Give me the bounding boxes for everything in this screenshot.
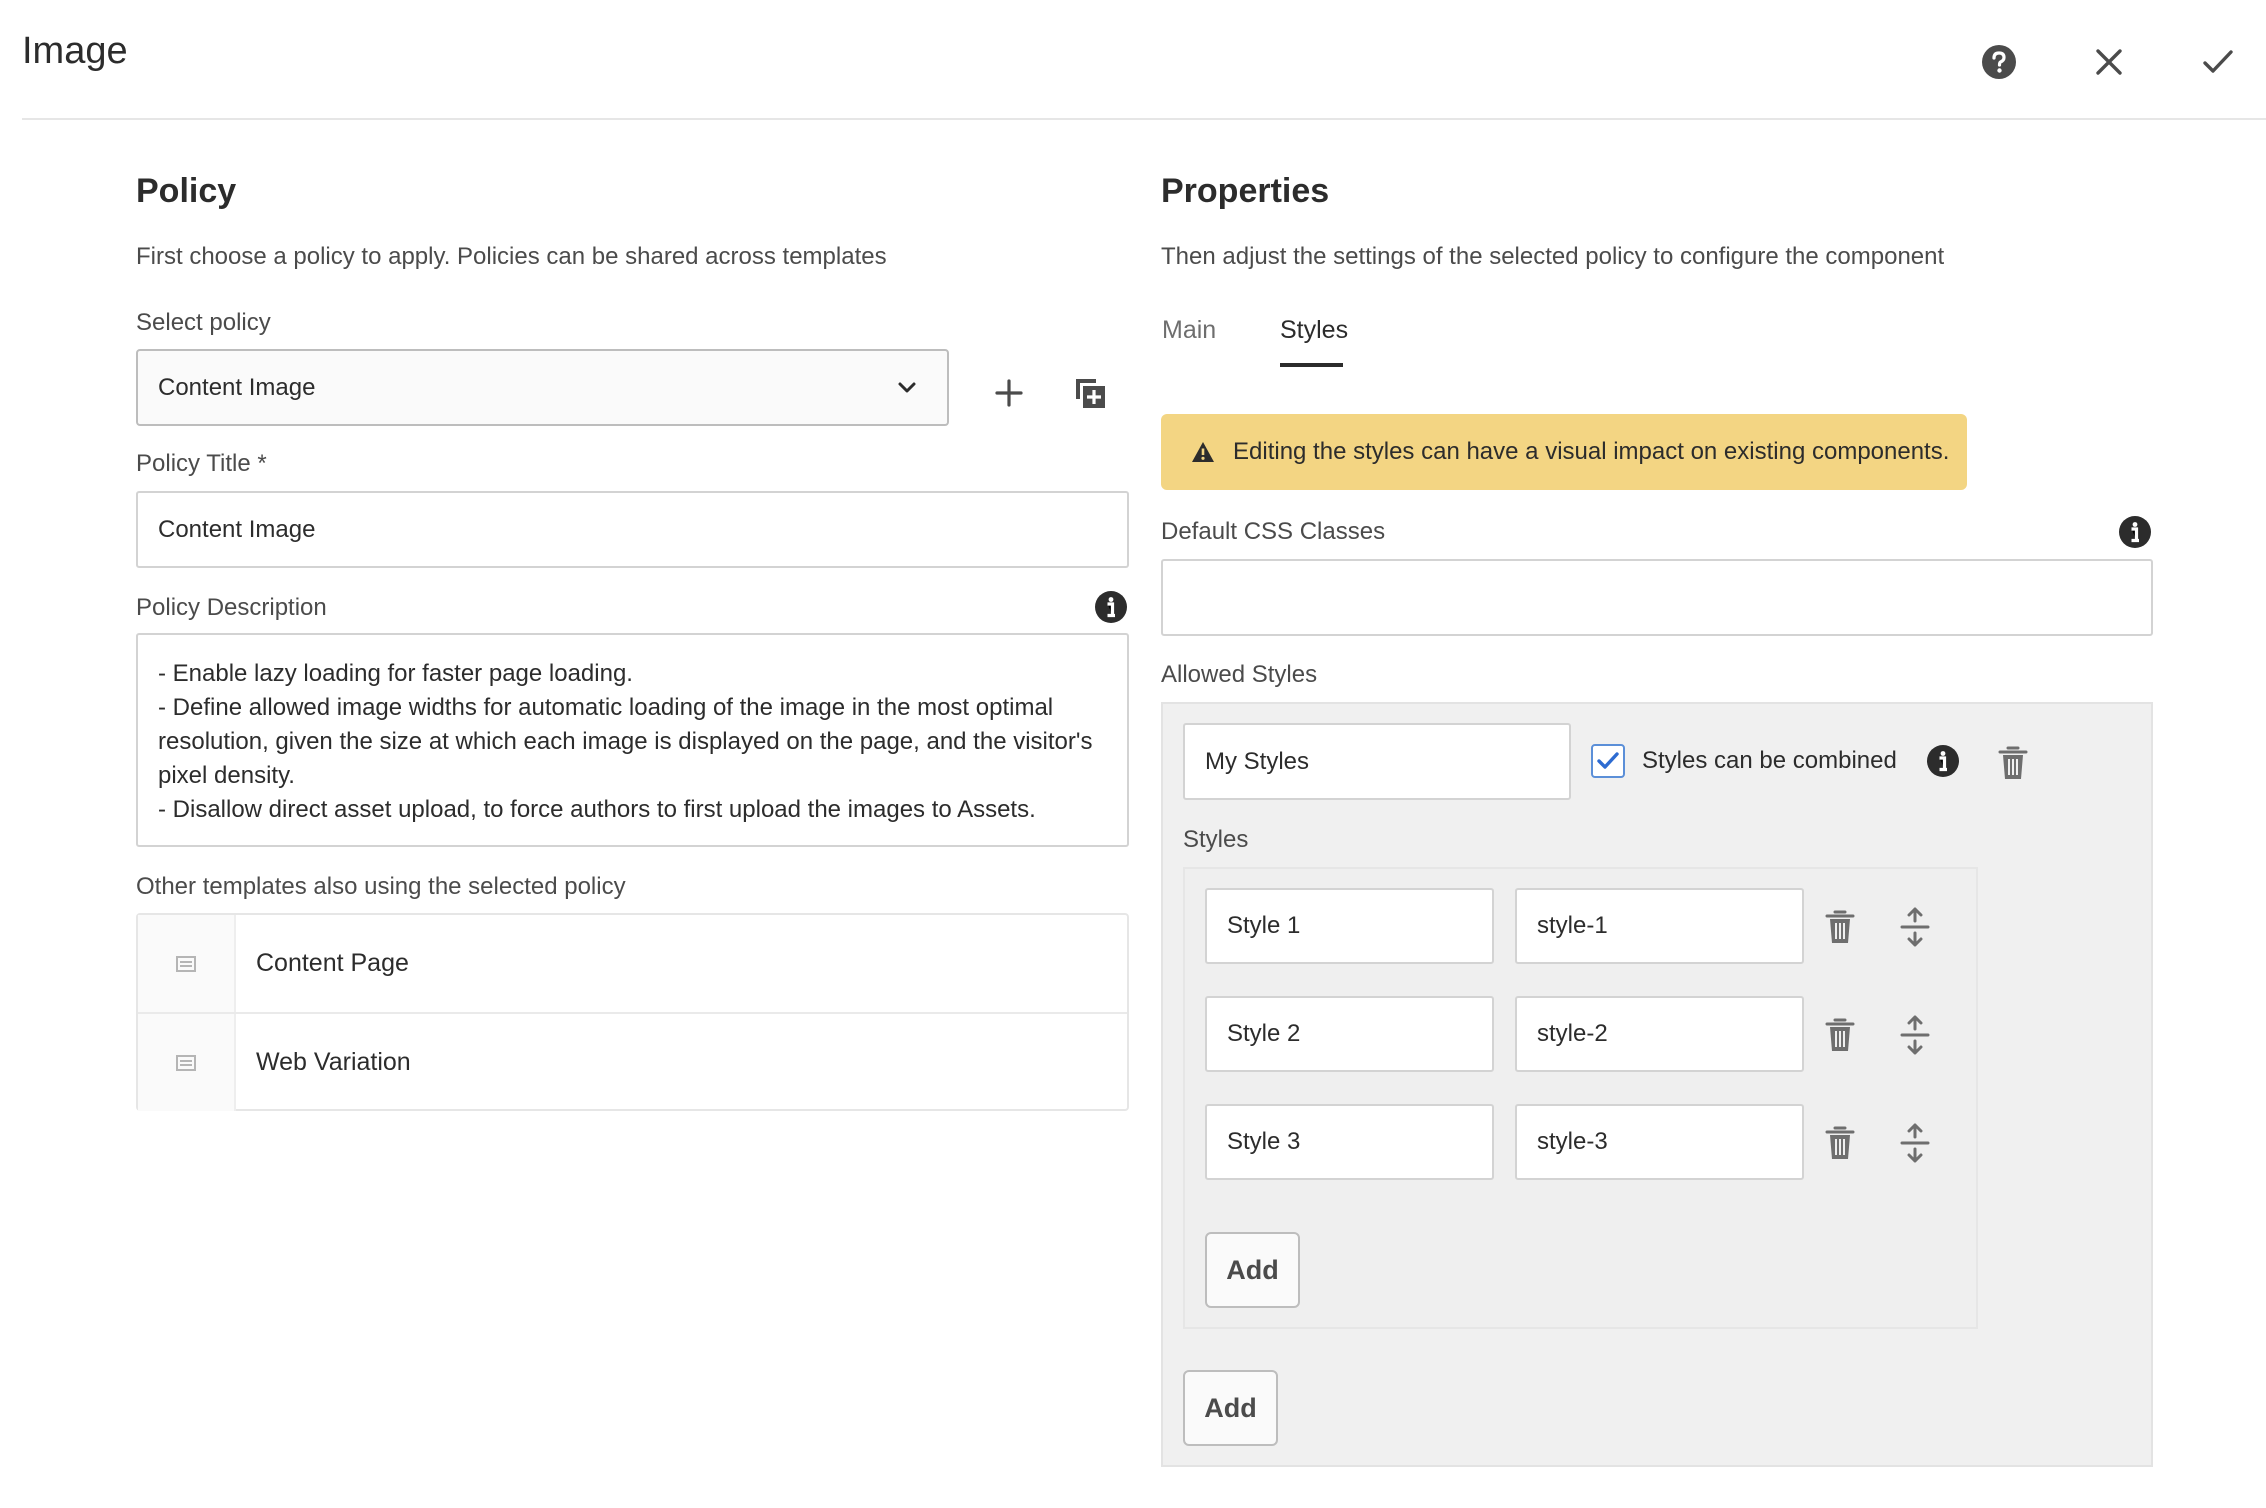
style-name-input[interactable] bbox=[1205, 1104, 1494, 1180]
trash-icon bbox=[1825, 1125, 1855, 1161]
styles-combined-checkbox[interactable] bbox=[1591, 744, 1625, 778]
style-name-input[interactable] bbox=[1205, 888, 1494, 964]
default-css-input[interactable] bbox=[1161, 559, 2153, 636]
help-button[interactable] bbox=[1975, 38, 2023, 86]
policy-title-input[interactable] bbox=[136, 491, 1129, 568]
delete-style-button[interactable] bbox=[1822, 1015, 1858, 1055]
default-css-info-button[interactable] bbox=[2117, 514, 2153, 550]
style-group-name-input[interactable] bbox=[1183, 723, 1571, 800]
alert-icon bbox=[1191, 441, 1215, 463]
template-icon bbox=[138, 915, 236, 1012]
header-divider bbox=[22, 118, 2266, 120]
duplicate-policy-button[interactable] bbox=[1067, 370, 1113, 416]
info-icon bbox=[1926, 744, 1960, 778]
select-policy-label: Select policy bbox=[136, 309, 271, 336]
style-class-input[interactable] bbox=[1515, 1104, 1804, 1180]
delete-style-group-button[interactable] bbox=[1995, 743, 2031, 783]
style-class-input[interactable] bbox=[1515, 996, 1804, 1072]
styles-combined-label: Styles can be combined bbox=[1642, 747, 1897, 774]
reorder-style-handle[interactable] bbox=[1897, 906, 1933, 948]
style-name-input[interactable] bbox=[1205, 996, 1494, 1072]
done-button[interactable] bbox=[2194, 38, 2242, 86]
warning-alert bbox=[1161, 414, 1967, 490]
style-class-value: style-1 bbox=[1537, 912, 1608, 939]
policy-heading: Policy bbox=[136, 172, 237, 210]
templates-list bbox=[136, 913, 1129, 1111]
trash-icon bbox=[1825, 1017, 1855, 1053]
list-item[interactable] bbox=[138, 915, 1127, 1014]
alert-text: Editing the styles can have a visual impact on existing components. bbox=[1233, 438, 1950, 465]
trash-icon bbox=[1825, 909, 1855, 945]
tab-main[interactable]: Main bbox=[1162, 316, 1217, 344]
properties-heading: Properties bbox=[1161, 172, 1330, 210]
style-name-value: Style 2 bbox=[1227, 1020, 1301, 1047]
style-name-value: Style 3 bbox=[1227, 1128, 1301, 1155]
close-icon bbox=[2095, 48, 2123, 76]
add-style-group-button[interactable]: Add bbox=[1183, 1370, 1278, 1446]
list-item[interactable] bbox=[138, 1014, 1127, 1111]
policy-description-label: Policy Description bbox=[136, 594, 327, 621]
policy-title-value: Content Image bbox=[158, 515, 316, 543]
policy-description-textarea[interactable]: - Enable lazy loading for faster page loading. - Define allowed image widths for automatic loading of the image in the most optimal resolution, given the size at which each image is displayed on the page, and the visitor's pixel density. - Disallow direct asset upload, to force authors to first upload the images to Assets. bbox=[136, 633, 1129, 847]
delete-style-button[interactable] bbox=[1822, 907, 1858, 947]
checkmark-icon bbox=[1596, 751, 1620, 771]
info-icon bbox=[2118, 515, 2152, 549]
info-icon bbox=[1094, 590, 1128, 624]
style-class-input[interactable] bbox=[1515, 888, 1804, 964]
trash-icon bbox=[1998, 745, 2028, 781]
style-group-name-value: My Styles bbox=[1205, 747, 1310, 775]
template-label: Content Page bbox=[256, 949, 409, 977]
drag-handle-icon bbox=[1900, 1015, 1930, 1055]
policy-description-info-button[interactable] bbox=[1093, 589, 1129, 625]
tab-styles[interactable]: Styles bbox=[1280, 316, 1349, 344]
style-name-value: Style 1 bbox=[1227, 912, 1301, 939]
reorder-style-handle[interactable] bbox=[1897, 1122, 1933, 1164]
policy-select[interactable] bbox=[136, 349, 949, 426]
chevron-down-icon bbox=[897, 381, 917, 395]
default-css-label: Default CSS Classes bbox=[1161, 518, 1386, 545]
policy-title-label: Policy Title * bbox=[136, 450, 267, 477]
checkmark-icon bbox=[2202, 48, 2234, 76]
add-style-button[interactable]: Add bbox=[1205, 1232, 1300, 1308]
template-icon bbox=[138, 1014, 236, 1111]
allowed-styles-label: Allowed Styles bbox=[1161, 661, 1318, 688]
plus-icon bbox=[995, 379, 1023, 407]
help-icon bbox=[1981, 44, 2017, 80]
policy-select-value: Content Image bbox=[158, 373, 316, 401]
drag-handle-icon bbox=[1900, 1123, 1930, 1163]
style-class-value: style-2 bbox=[1537, 1020, 1608, 1047]
styles-combined-info-button[interactable] bbox=[1925, 743, 1961, 779]
other-templates-label: Other templates also using the selected policy bbox=[136, 873, 626, 900]
style-class-value: style-3 bbox=[1537, 1128, 1608, 1155]
template-label: Web Variation bbox=[256, 1048, 411, 1076]
close-button[interactable] bbox=[2085, 38, 2133, 86]
reorder-style-handle[interactable] bbox=[1897, 1014, 1933, 1056]
properties-description-text: Then adjust the settings of the selected policy to configure the component bbox=[1161, 243, 1945, 270]
duplicate-icon bbox=[1073, 376, 1107, 410]
add-policy-button[interactable] bbox=[986, 370, 1032, 416]
drag-handle-icon bbox=[1900, 907, 1930, 947]
delete-style-button[interactable] bbox=[1822, 1123, 1858, 1163]
styles-label: Styles bbox=[1183, 826, 1249, 853]
dialog-title: Image bbox=[22, 30, 128, 72]
policy-description-text: First choose a policy to apply. Policies can be shared across templates bbox=[136, 243, 887, 270]
active-tab-indicator bbox=[1280, 363, 1343, 367]
